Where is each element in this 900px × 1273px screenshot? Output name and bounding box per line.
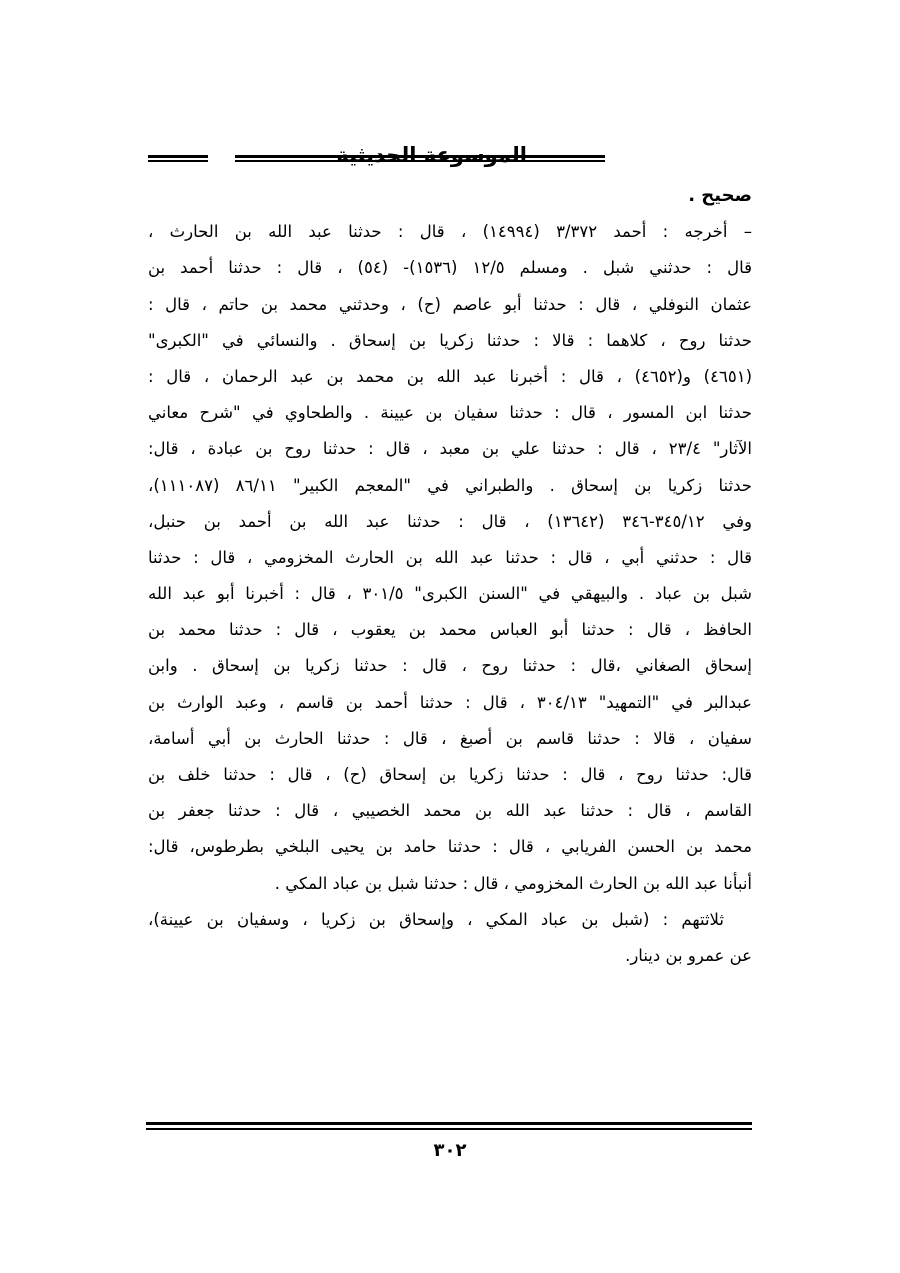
text-line: قال : حدثني أبي ، قال : حدثنا عبد الله بن الحارث المخزومي ، قال : حدثنا [148,547,752,567]
footer-rule [146,1122,752,1133]
text-line: حدثنا ابن المسور ، قال : حدثنا سفيان بن عيينة . والطحاوي في "شرح معاني [148,403,752,423]
text-line: عثمان النوفلي ، قال : حدثنا أبو عاصم (ح) ، وحدثني محمد بن حاتم ، قال : [148,294,752,314]
text-line: الحافظ ، قال : حدثنا أبو العباس محمد بن يعقوب ، قال : حدثنا محمد بن [148,620,752,640]
text-line: قال: حدثنا روح ، قال : حدثنا زكريا بن إسحاق (ح) ، قال : حدثنا خلف بن [148,765,752,784]
text-line: وفي ٣٤٥/١٢-٣٤٦ (١٣٦٤٢) ، قال : حدثنا عبد الله بن أحمد بن حنبل، [148,511,752,531]
text-line: صحيح . [688,185,752,206]
text-line: عن عمرو بن دينار. [625,945,752,965]
text-line: شبل بن عباد . والبيهقي في "السنن الكبرى" ٣٠١/٥ ، قال : أخبرنا أبو عبد الله [148,584,752,604]
text-line: حدثنا زكريا بن إسحاق . والطبراني في "المعجم الكبير" ٨٦/١١ (١١١٠٨٧)، [148,475,752,495]
text-line: أنبأنا عبد الله بن الحارث المخزومي ، قال : حدثنا شبل بن عباد المكي . [274,873,752,893]
text-line: حدثنا روح ، كلاهما : قالا : حدثنا زكريا بن إسحاق . والنسائي في "الكبرى" [148,330,752,350]
text-line: سفيان ، قالا : حدثنا قاسم بن أصبغ ، قال : حدثنا الحارث بن أبي أسامة، [148,728,752,748]
text-line: قال : حدثني شبل . ومسلم ١٢/٥ (١٥٣٦)- (٥٤) ، قال : حدثنا أحمد بن [148,258,752,278]
text-line: (٤٦٥١) و(٤٦٥٢) ، قال : أخبرنا عبد الله بن محمد بن عبد الرحمان ، قال : [148,366,752,386]
text-line: إسحاق الصغاني ،قال : حدثنا روح ، قال : حدثنا زكريا بن إسحاق . وابن [148,656,752,676]
page-number: ٣٠٢ [433,1140,467,1161]
body-text [148,178,752,974]
text-line: – أخرجه : أحمد ٣/٣٧٢ (١٤٩٩٤) ، قال : حدثنا عبد الله بن الحارث ، [148,222,752,242]
page-header [148,140,752,176]
text-line: القاسم ، قال : حدثنا عبد الله بن محمد الخصيبي ، قال : حدثنا جعفر بن [148,801,752,821]
text-line: محمد بن الحسن الفريابي ، قال : حدثنا حامد بن يحيى البلخي بطرطوس، قال: [148,837,752,857]
text-line: عبدالبر في "التمهيد" ٣٠٤/١٣ ، قال : حدثنا أحمد بن قاسم ، وعبد الوارث بن [148,692,752,712]
header-title: الموسوعة الحديثية [336,143,527,167]
text-line: الآثار" ٢٣/٤ ، قال : حدثنا علي بن معبد ، قال : حدثنا روح بن عبادة ، قال: [148,439,752,459]
text-line: ثلاثتهم : (شبل بن عباد المكي ، وإسحاق بن زكريا ، وسفيان بن عيينة)، [148,909,724,929]
